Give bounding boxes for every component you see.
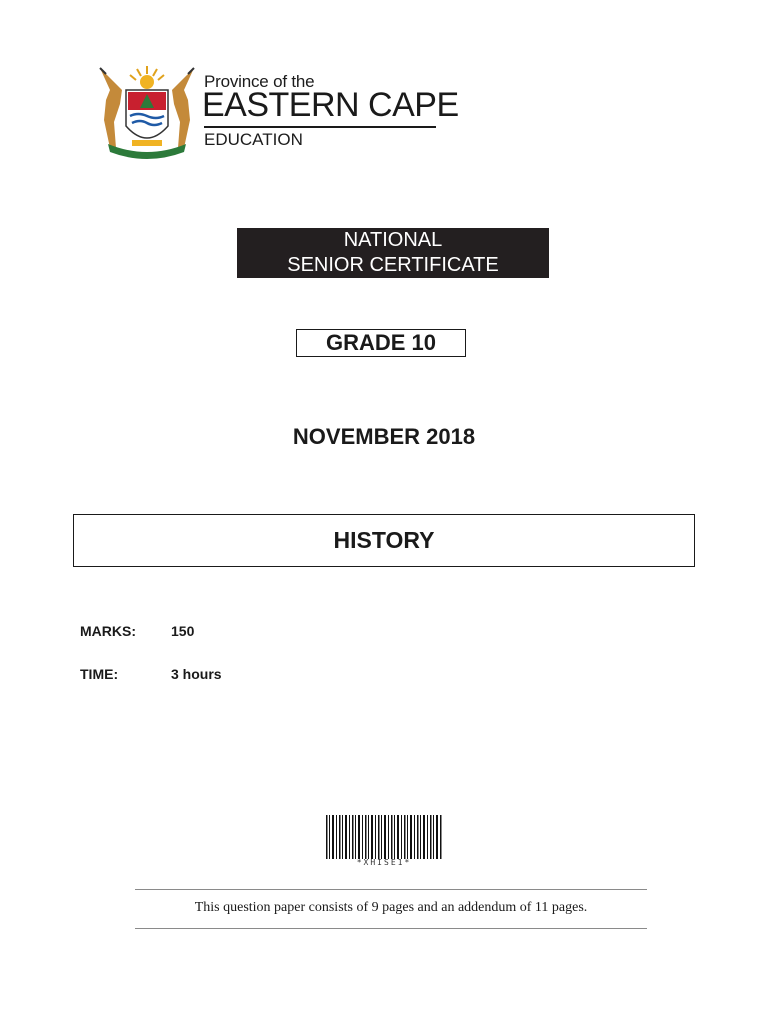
region-title: EASTERN CAPE	[202, 86, 459, 124]
footer-divider-top	[135, 889, 647, 890]
footer-divider-bottom	[135, 928, 647, 929]
certificate-line-2: SENIOR CERTIFICATE	[287, 254, 499, 276]
certificate-banner	[237, 228, 549, 278]
department-logo	[88, 60, 459, 160]
page-count-note: This question paper consists of 9 pages and an addendum of 11 pages.	[194, 900, 588, 915]
marks-value: 150	[171, 623, 195, 639]
grade-box: GRADE 10	[296, 329, 466, 357]
certificate-line-1: NATIONAL	[343, 229, 443, 251]
department-label: EDUCATION	[204, 130, 303, 149]
barcode-label: *XHISE1*	[356, 858, 412, 867]
coat-of-arms-icon	[88, 60, 206, 160]
subject-title: HISTORY	[73, 514, 695, 567]
logo-divider	[204, 126, 436, 128]
exam-date: NOVEMBER 2018	[292, 424, 476, 449]
time-label: TIME:	[80, 666, 119, 682]
marks-label: MARKS:	[80, 623, 136, 639]
barcode-icon	[324, 815, 444, 859]
province-label: Province of the	[204, 72, 315, 91]
time-value: 3 hours	[171, 666, 222, 682]
